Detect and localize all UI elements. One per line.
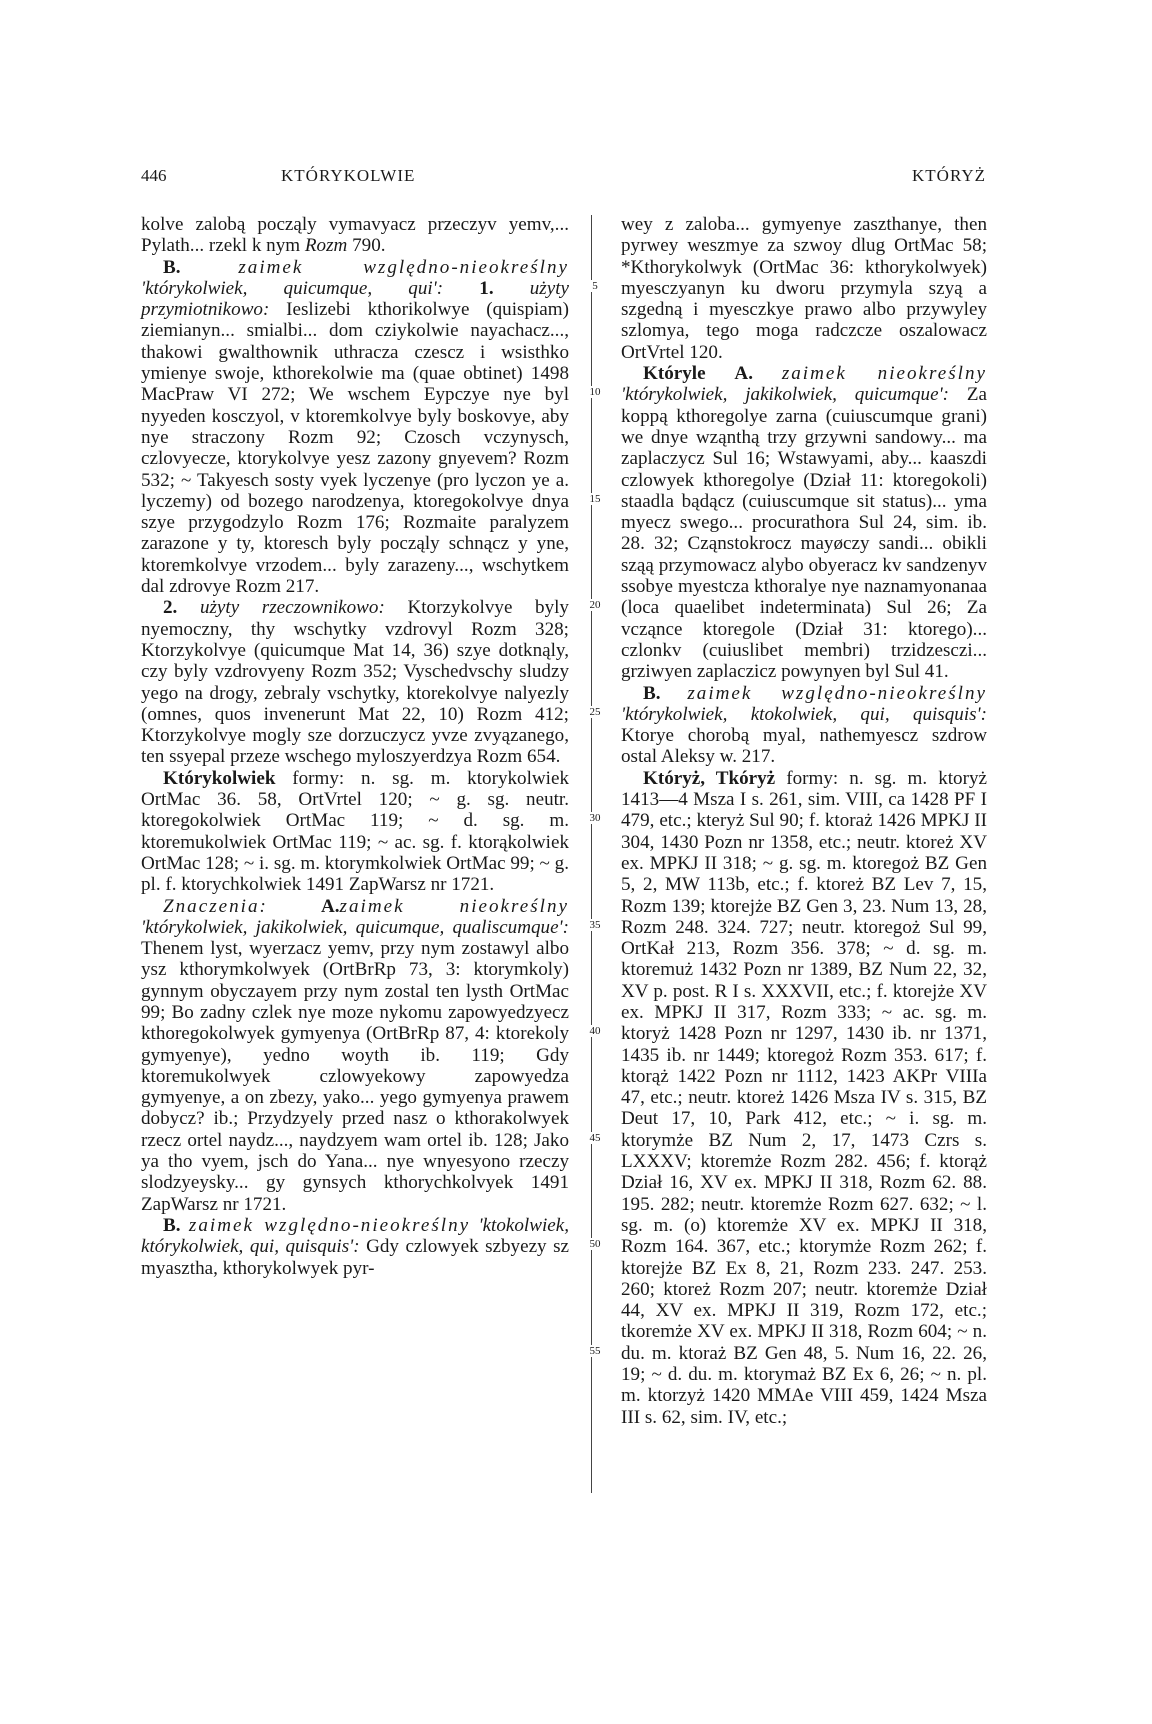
running-header [141,166,986,190]
line-number: 35 [582,919,608,931]
usage-label: użyty rzeczownikowo: [199,597,385,619]
line-number: 45 [582,1132,608,1144]
running-headword-left: KTÓRYKOLWIE [281,166,416,185]
gloss: 'którykolwiek, quicumque, qui': [141,277,444,299]
quotations: Ktorzykolvye byly nyemoczny, thy wschytky vzdrovyl Rozm 328; Ktorzykolvye (quicumque Mat 14, 36) szye dotknąly, czy byly vzdrovyeny Rozm 352; Vyschedvschy sludzy yego na drogy, zebraly vschytky, ktorekolvye nalyezly (omnes, quos invenerunt Mat 22, 10) Rozm 412; Ktorzykolvye mogly sze dorzuczycz yvze zvyązanego, ten ssyepal przeze wschego myloszyerdzya Rozm 654. [141,597,569,768]
sense-label: A. [734,363,753,385]
sense-label: B. [163,256,181,278]
line-number: 15 [582,493,608,505]
meanings-paragraph [141,896,569,1215]
running-headword-right: KTÓRYŻ [912,166,986,185]
grammatical-label: zaimek względno-nieokreślny [238,256,569,278]
headword: Którykolwiek [163,767,276,789]
page-number: 446 [141,166,167,185]
quotations: Ieslizebi kthorikolwye (quispiam) ziemianyn... smialbi... dom cziykolwie nayachacz..., thakowi gwalthownik uthracza czescz i wsisthko ymienye swoje, kthorekolwie ma (quae obtinet) 1498 MacPraw VI 272; We wschem Eypczye nye byl nyyeden kosczyol, v ktoremkolvye byly boskovye, aby nye straczony Rozm 92; Czosch vczynysch, czlovyecze, ktorykolvye yesz zazony gnyevem? Rozm 532; ~ Takyesch sosty vyek lyczenye (pro lyczon ye a. lyczemy) od bozego narodzenya, ktoregokolvye dnya szye przygodzylo Rozm 176; Rozmaite paralyzem zarazone y ty, ktoresch byly począly schnącz y yne, ktoremkolvye vrzodem... byly zarazeny..., wschytkem dal zdrovye Rozm 217. [141,299,569,598]
line-number: 40 [582,1025,608,1037]
line-number: 30 [582,812,608,824]
forms-list: formy: n. sg. m. ktoryż 1413—4 Msza I s. 261, sim. VIII, ca 1428 PF I 479, etc.; kteryż Sul 90; f. ktoraż 1426 MPKJ II 304, 1430 Pozn nr 1358, etc.; neutr. ktoreż XV ex. MPKJ II 318; ~ g. sg. m. ktoregoż BZ Gen 5, 2, MW 113b, etc.; f. ktoreż BZ Lev 7, 15, Rozm 139; ktorejże BZ Gen 3, 23. Num 13, 28, Rozm 248. 324. 727; neutr. ktoregoż Sul 99, OrtKał 213, Rozm 356. 378; ~ d. sg. m. ktoremuż 1432 Pozn nr 1389, BZ Num 22, 32, XV p. post. R I s. XXXVII, etc.; f. ktorejże XV ex. MPKJ II 317, Rozm 333; ~ ac. sg. m. ktoryż 1428 Pozn nr 1297, 1430 ib. nr 1371, 1435 ib. nr 1449; ktoregoż Rozm 353. 617; f. ktorąż 1422 Pozn nr 1112, 1423 AKPr VIIIa 47, etc.; neutr. ktoreż 1426 Msza IV s. 315, BZ Deut 17, 10, Park 412, etc.; ~ i. sg. m. ktorymże BZ Num 2, 17, 1473 Czrs s. LXXXV; ktoremże Rozm 282. 456; f. ktorąż Dział 16, XV ex. MPKJ II 318, Rozm 62. 88. 195. 282; neutr. ktoremże Rozm 627. 632; ~ l. sg. m. (o) ktoremże XV ex. MPKJ II 318, Rozm 164. 367, etc.; ktorymże Rozm 262; f. ktorejże BZ Ex 8, 21, Rozm 233. 247. 253. 260; ktoreż Rozm 207; neutr. ktoremże Dział 44, XV ex. MPKJ II 319, Rozm 172, etc.; tkoremże XV ex. MPKJ II 318, Rozm 604; ~ n. du. m. ktoraż BZ Gen 48, 5. Num 16, 22. 26, 19; ~ d. du. m. ktorymaż BZ Ex 6, 26; ~ n. pl. m. ktorzyż 1420 MMAe VIII 459, 1424 Msza III s. 62, sim. IV, etc.; [621,767,987,1428]
headword: Któryle [643,363,706,385]
source-ref: Rozm [304,235,348,257]
usage-label: użyty przymiotnikowo: [141,277,569,321]
grammatical-label: zaimek nieokreślny [339,895,569,917]
sense-paragraph [621,683,987,768]
quotations: Za koppą kthoregolye zarna (cuiuscumque grani) we dnye wząnthą trzy grzywni sandowy... ma zaplaczycz Sul 16; Wstawyami, aby... kaaszdi czlowyek kthoregolye (Dział 11: ktoregokoli) staadla bądącz (cuiuscumque sit status)... yma myecz swego... procurathora Sul 24, sim. ib. 28. 32; Cząnstokrocz mayøczy sandi... obikli sząą przymowacz alybo obyeracz kv sandzenyv ssobye myestcza kthoralye nye naznamyonanaa (loca quaelibet indeterminata) Sul 26; Za vcząnce ktoregole (Dział 31: ktorego)... czlonkv (cuiuslibet membri) trzidzesczi... grziwyen zaplaczicz powynyen byl Sul 41. [621,384,987,683]
right-column [621,214,987,1428]
line-number: 10 [582,386,608,398]
quotations: Thenem lyst, wyerzacz yemv, przy nym zostawyl albo ysz kthorymkolwyek (OrtBrRp 73, 3: ktorymkoly) gynnym obyczayem przy nym zostal ten lysth OrtMac 99; Bo zadny czlek nye moze nykomu zapowyedzyecz kthoregokolwyek gymyenya (OrtBrRp 87, 4: ktorekoly gymyenye), yedno woyth ib. 119; Gdy ktoremukolwyek czlowyekowy zapowyedza gymyenye, a on zbezy, yako... yego gymyenya prawem dobycz? ib.; Przydzyely przed nasz o kthorakolwyek rzecz ortel naydz..., naydzyem wam ortel ib. 128; Jako ya tho vyem, jsch do Yana... nye wnyesyono rzeczy slodzyeysky... gy gynsych kthorychkolvyek 1491 ZapWarsz nr 1721. [141,938,569,1215]
headword-paragraph [621,363,987,682]
subsense-number: 1. [479,277,494,299]
headword-paragraph [141,768,569,896]
sense-label: B. [643,682,661,704]
line-number: 20 [582,599,608,611]
section-label: Znaczenia: [163,895,268,917]
line-number: 25 [582,706,608,718]
headword-paragraph [621,768,987,1428]
left-column [141,214,569,1279]
subsense-paragraph [141,597,569,767]
grammatical-label: zaimek względno-nieokreślny [687,682,987,704]
sense-paragraph [141,257,569,598]
forms-list: formy: n. sg. m. ktorykolwiek OrtMac 36. 58, OrtVrtel 120; ~ g. sg. neutr. ktoregokolwiek OrtMac 119; ~ d. sg. m. ktoremukolwiek OrtMac 119; ~ ac. sg. f. ktorąkolwiek OrtMac 128; ~ i. sg. m. ktorymkolwiek OrtMac 99; ~ g. pl. f. ktorychkolwiek 1491 ZapWarsz nr 1721. [141,767,570,896]
sense-paragraph [141,1215,569,1279]
grammatical-label: zaimek względno-nieokreślny [188,1214,471,1236]
line-number-gutter [582,0,608,1724]
line-number: 50 [582,1238,608,1250]
sense-label: B. [163,1214,181,1236]
text-run: 790. [352,235,386,257]
quotations: Ktorye chorobą myal, nathemyescz szdrow ostal Aleksy w. 217. [621,725,987,768]
line-number: 5 [582,280,608,292]
quotations: Gdy czlowyek szbyezy sz myasztha, kthorykolwyek pyr- [141,1236,569,1279]
gloss: 'ktokolwiek, którykolwiek, qui, quisquis': [141,1214,569,1258]
subsense-number: 2. [163,597,178,619]
sense-label: A. [320,895,340,917]
text-run: kolve zalobą począly vymavyacz przeczyv yemv,... Pylath... rzekl k nym [141,214,569,257]
entry-paragraph [141,214,569,257]
gloss: 'którykolwiek, jakikolwiek, quicumque, qualiscumque': [141,916,569,938]
gloss: 'którykolwiek, ktokolwiek, qui, quisquis': [621,703,987,725]
entry-paragraph: wey z zaloba... gymyenye zaszthanye, then pyrwey weszmye za szwoy dlug OrtMac 58; *Kthorykolwyk (OrtMac 36: kthorykolwyek) myesczyanyn ku dworu przymyla szyą a szgedną i myesczkye prawo albo przywyley szlomya, tego moga radczcze oszalowacz OrtVrtel 120. [621,214,987,363]
line-number: 55 [582,1345,608,1357]
gloss: 'którykolwiek, jakikolwiek, quicumque': [621,384,950,406]
headword: Któryż, Tkóryż [643,767,776,789]
grammatical-label: zaimek nieokreślny [781,363,987,385]
